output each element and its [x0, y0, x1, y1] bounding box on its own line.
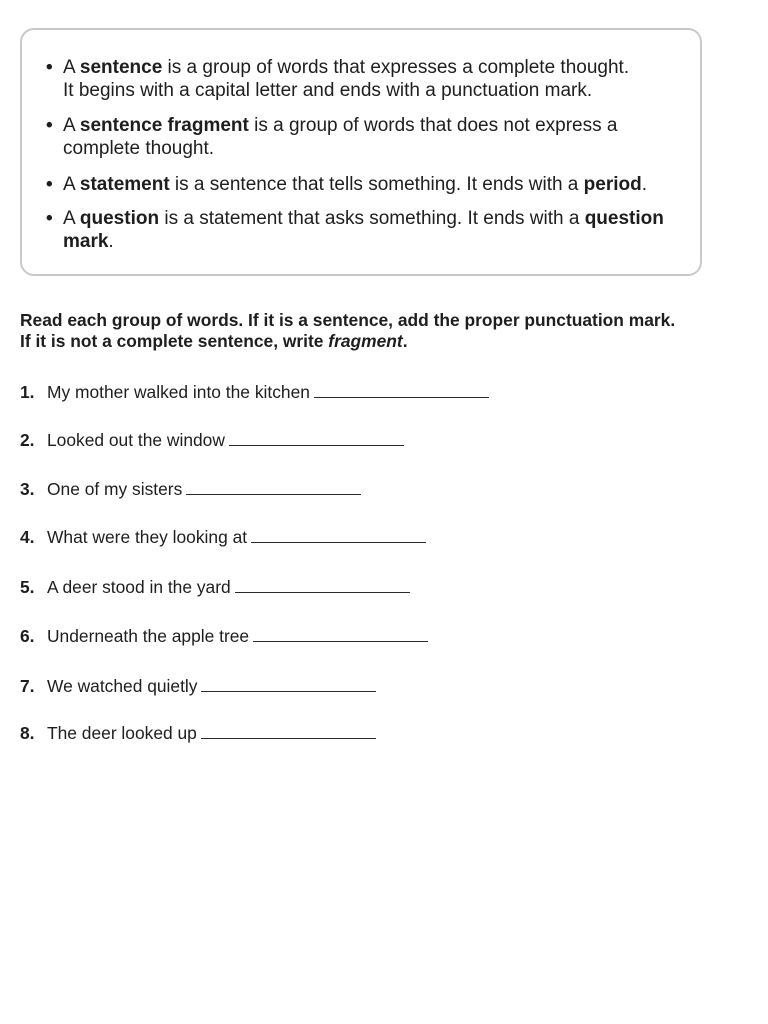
exercise-text: A deer stood in the yard	[47, 577, 231, 597]
exercise-number: 6.	[20, 626, 35, 646]
exercise-text: My mother walked into the kitchen	[47, 382, 310, 402]
exercise-number: 7.	[20, 676, 35, 696]
rule-line	[63, 114, 617, 137]
rule-text-part: .	[108, 230, 114, 252]
exercise-number: 8.	[20, 723, 35, 743]
rule-text-part: is a statement that asks something. It ends with a	[159, 207, 585, 229]
exercise-item	[20, 722, 376, 744]
rule-line	[63, 173, 647, 196]
rule-text-part: A	[63, 57, 80, 78]
term-period: period	[583, 173, 642, 195]
answer-line	[201, 691, 376, 692]
exercise-item	[20, 526, 426, 548]
term-question-mark: question	[584, 207, 664, 229]
term-statement: statement	[79, 173, 170, 195]
bullet-icon: •	[46, 173, 53, 195]
rule-text	[63, 173, 647, 196]
term-sentence-fragment: sentence fragment	[79, 114, 249, 136]
rule-text-part: .	[641, 173, 648, 195]
rule-text-part: A	[63, 114, 80, 136]
rule-text	[63, 56, 629, 102]
answer-line	[235, 592, 410, 593]
term-sentence: sentence	[79, 57, 163, 78]
rule-text	[63, 114, 617, 160]
answer-line	[314, 397, 489, 398]
rule-line	[63, 56, 629, 79]
rule-line	[63, 137, 617, 160]
exercise-number: 3.	[20, 479, 35, 499]
directions-emphasis: fragment	[328, 330, 403, 351]
exercise-text: What were they looking at	[47, 527, 248, 547]
term-question: question	[79, 207, 160, 229]
exercise-text: Underneath the apple tree	[47, 626, 250, 646]
directions	[20, 310, 675, 352]
answer-line	[253, 641, 428, 642]
exercise-number: 4.	[20, 527, 35, 547]
bullet-icon: •	[46, 114, 53, 136]
answer-line	[251, 542, 426, 543]
bullet-icon: •	[46, 57, 53, 78]
rule-line	[63, 207, 664, 230]
exercise-number: 2.	[20, 430, 35, 450]
bullet-icon: •	[46, 207, 53, 229]
rule-text	[63, 207, 664, 253]
answer-line	[201, 738, 376, 739]
exercise-item	[20, 381, 489, 403]
rule-text-part: is a group of words that does not express a	[248, 114, 618, 136]
exercise-text: The deer looked up	[47, 723, 197, 743]
directions-line: Read each group of words. If it is a sentence, add the proper punctuation mark.	[20, 309, 676, 330]
directions-text: .	[402, 330, 408, 351]
exercise-item	[20, 625, 428, 647]
rule-line	[63, 230, 664, 253]
rule-text-part: A	[63, 173, 80, 195]
exercise-text: Looked out the window	[47, 430, 225, 450]
rule-line	[63, 79, 629, 102]
rule-text-part: It begins with a capital letter and ends with a punctuation mark.	[63, 80, 593, 101]
exercise-item	[20, 429, 404, 451]
term-question-mark: mark	[63, 230, 109, 252]
exercise-item	[20, 478, 361, 500]
exercise-number: 5.	[20, 577, 35, 597]
directions-line	[20, 331, 675, 352]
rule-text-part: A	[63, 207, 80, 229]
exercise-text: One of my sisters	[47, 479, 183, 499]
exercise-item	[20, 576, 410, 598]
rule-text-part: is a group of words that expresses a complete thought.	[162, 57, 630, 78]
exercise-item	[20, 675, 376, 697]
rule-text-part: is a sentence that tells something. It ends with a	[169, 173, 584, 195]
exercise-number: 1.	[20, 382, 35, 402]
rule-text-part: complete thought.	[63, 137, 215, 159]
exercise-text: We watched quietly	[47, 676, 198, 696]
answer-line	[229, 445, 404, 446]
answer-line	[186, 494, 361, 495]
directions-text: If it is not a complete sentence, write	[20, 330, 329, 351]
